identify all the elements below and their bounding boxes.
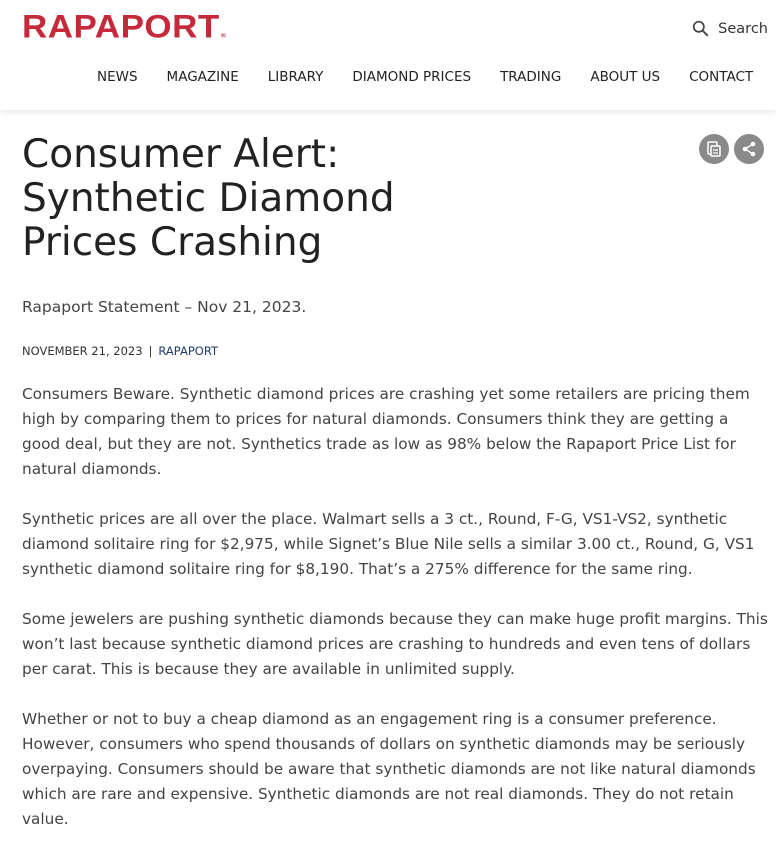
article-actions <box>699 134 769 164</box>
share-icon <box>741 141 757 157</box>
main-nav <box>97 69 776 85</box>
pdf-print-icon <box>705 140 723 158</box>
article-body <box>22 382 770 857</box>
nav-item-about-us[interactable]: ABOUT US <box>590 69 661 85</box>
article-subtitle: Rapaport Statement – Nov 21, 2023. <box>22 298 307 316</box>
nav-item-trading[interactable]: TRADING <box>500 69 562 85</box>
search-icon <box>692 20 709 37</box>
article-date: NOVEMBER 21, 2023 <box>22 344 143 358</box>
article-meta <box>22 344 218 358</box>
nav-item-news[interactable]: NEWS <box>97 69 138 85</box>
nav-item-diamond-prices[interactable]: DIAMOND PRICES <box>352 69 472 85</box>
site-header <box>0 0 776 110</box>
author-link[interactable]: RAPAPORT <box>158 344 219 358</box>
nav-item-magazine[interactable]: MAGAZINE <box>166 69 239 85</box>
logo-registered-mark: ® <box>220 32 227 40</box>
search-label: Search <box>718 20 768 37</box>
rapaport-logo[interactable] <box>22 9 226 46</box>
logo-text: RAPAPORT <box>22 9 220 45</box>
article-title-line: Prices Crashing <box>22 220 323 265</box>
nav-item-library[interactable]: LIBRARY <box>267 69 324 85</box>
pdf-print-button[interactable] <box>699 134 729 164</box>
article-title-line: Consumer Alert: <box>22 132 340 177</box>
article-paragraph: Whether or not to buy a cheap diamond as an engagement ring is a consumer preference. However, consumers who spend thousands of dollars on synthetic diamonds may be seriously overpaying. Consumers should be aware that synthetic diamonds are not like natural diamonds which are rare and expensive. Synthetic diamonds are not real diamonds. They do not retain value. <box>22 710 756 828</box>
article-paragraph: Some jewelers are pushing synthetic diamonds because they can make huge profit margins. This won’t last because synthetic diamond prices are crashing to hundreds and even tens of dollars per carat. This is because they are available in unlimited supply. <box>22 610 768 678</box>
share-button[interactable] <box>734 134 764 164</box>
nav-item-contact[interactable]: CONTACT <box>689 69 754 85</box>
search-button[interactable] <box>692 20 768 37</box>
article-title <box>22 133 542 265</box>
meta-separator: | <box>148 344 153 358</box>
article-paragraph: Synthetic prices are all over the place. Walmart sells a 3 ct., Round, F-G, VS1-VS2, synthetic diamond solitaire ring for $2,975, while Signet’s Blue Nile sells a similar 3.00 ct., Round, G, VS1 synthetic diamond solitaire ring for $8,190. That’s a 275% difference for the same ring. <box>22 510 755 578</box>
article-title-line: Synthetic Diamond <box>22 176 395 221</box>
article-paragraph: Consumers Beware. Synthetic diamond prices are crashing yet some retailers are pricing them high by comparing them to prices for natural diamonds. Consumers think they are getting a good deal, but they are not. Synthetics trade as low as 98% below the Rapaport Price List for natural diamonds. <box>22 385 750 478</box>
